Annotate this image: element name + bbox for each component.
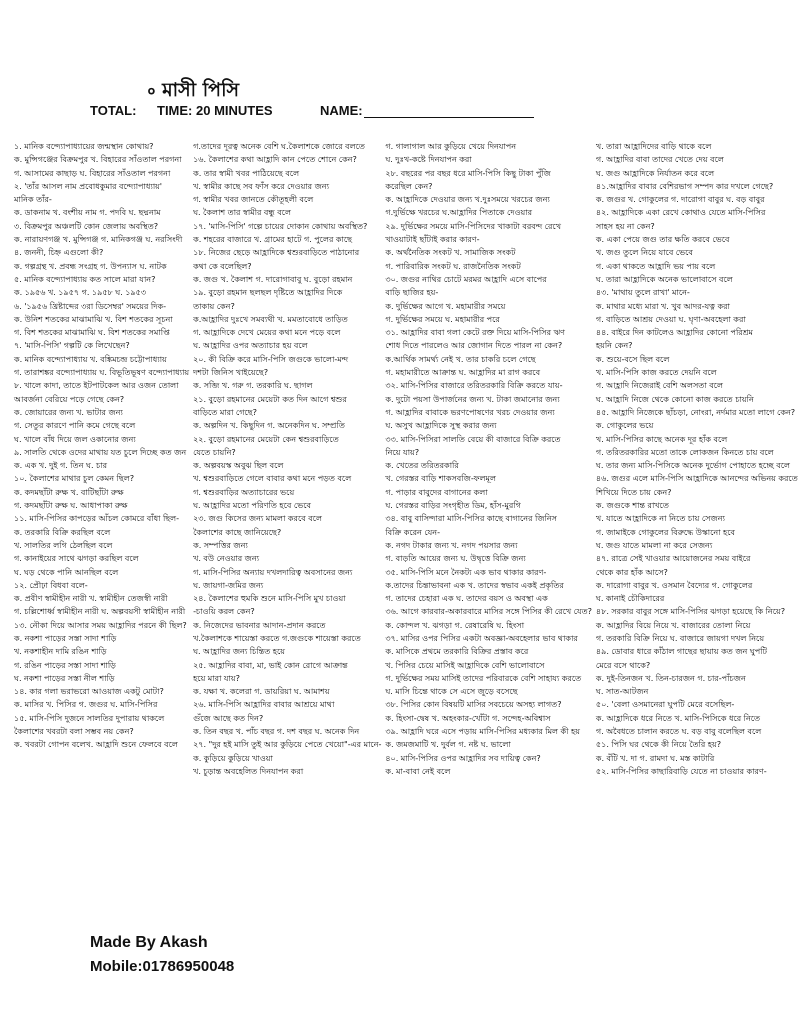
question-line: ঘ. জগু আহ্লাদিকে নির্যাতন করে বলে — [595, 167, 715, 178]
question-line: দশটা জিনিস খাইয়েছে? — [193, 367, 268, 378]
question-line: ক. উনিশ শতকের মাঝামাঝি খ. বিশ শতকের সূচনা — [14, 313, 173, 324]
question-line: ক. সব্জি খ. গরু গ. তরকারি ঘ. ছাগল — [193, 380, 313, 391]
question-line: খ. যাতে আহ্লাদিকে না নিতে চায় সেজন্য — [595, 513, 725, 524]
question-line: ক. সম্পত্তির জন্য — [193, 539, 248, 550]
quiz-title: ৹ মাসী পিসি — [148, 79, 240, 101]
question-line: ৩২. মাসি-পিসির বাজারে তরিতরকারি বিক্রি করতে যায়- — [385, 380, 563, 391]
question-line: ২৪. কৈলাশের হুমকি শুনে মাসি-পিসি মুখ চাওয়া — [193, 593, 346, 604]
question-line: গ. তারাশঙ্কর বন্দ্যোপাধ্যায় ঘ. বিভূতিভূষণ বন্দ্যোপাধ্যায় — [14, 367, 190, 378]
column-3 — [385, 140, 592, 900]
question-line: ৫২. মাসি-পিসির কাছারিবাড়ি যেতে না চাওয়ার কারণ- — [595, 765, 767, 776]
question-line: গ.দুর্ভিক্ষে খরচের ঘ.আহ্লাদির পিতাকে দেওয়ার — [385, 207, 533, 218]
question-line: ৩৩. মাসি-পিসিরা সালতি বেয়ে কী বাজারে বিক্রি করতে — [385, 433, 561, 444]
question-line: ক. মানিক বন্দ্যোপাধ্যায় খ. বঙ্কিমচন্দ্র চট্টোপাধ্যায় — [14, 353, 167, 364]
question-line: ৩৮. পিসির কোন বিষয়টি মাসির সবচেয়ে অসহ্য লাগত? — [385, 699, 562, 710]
question-line: ক. জোয়ারের জন্য খ. ভাটার জন্য — [14, 406, 123, 417]
question-line: ঘ. অসুখ আহ্লাদিকে সুস্থ করার জন্য — [385, 420, 497, 431]
question-line: ১০. কৈলাশের মাথার চুল কেমন ছিল? — [14, 473, 134, 484]
question-line: ১২. প্রৌঢ়া বিধবা বলে- — [14, 579, 88, 590]
question-line: ক. কুড়িয়ে কুড়িয়ে খাওয়া — [193, 752, 273, 763]
question-line: ক. এক খ. দুই গ. তিন ঘ. চার — [14, 460, 108, 471]
question-line: ঘ. আহ্লাদির ওপর অত্যাচার হয় বলে — [193, 340, 308, 351]
question-line: ক. নারায়ণগঞ্জ খ. মুন্সিগঞ্জ গ. মানিকগঞ্জ ঘ. নরসিংদী — [14, 234, 183, 245]
question-line: গ. আসামের কাছাড় ঘ. বিহারের সাঁওতাল পরগনা — [14, 167, 171, 178]
question-line: বিক্রি করেন যেন- — [385, 526, 440, 537]
question-line: ঘ. সাত-আটজন — [595, 686, 649, 697]
question-line: খ.কৈলাশকে শায়েস্তা করতে গ.জগুকে শায়েস্তা করতে — [193, 632, 361, 643]
question-line: ক. মাথার মধ্যে মারা খ. খুব আদর-যত্ন করা — [595, 300, 730, 311]
question-line: খ. স্বামীর কাছে সব ফাঁস করে দেওয়ার জন্য — [193, 180, 329, 191]
question-line: গ. একা থাকতে আহ্লাদি ভয় পায় বলে — [595, 260, 716, 271]
question-line: ক. গল্পগ্রন্থ খ. প্রবন্ধ সংগ্রহ গ. উপন্যাস ঘ. নাটক — [14, 260, 167, 271]
question-line: ক. নগদ টাকার জন্য খ. নগদ পয়সার জন্য — [385, 539, 518, 550]
question-line: ২১. বুড়ো রহমানের মেয়েটা কত দিন আগে শ্বশুর — [193, 393, 347, 404]
question-line: ক. তিন বছর খ. পাঁচ বছর গ. দশ বছর ঘ. অনেক দিন — [193, 726, 360, 737]
question-line: ঘ. কৈলাশ তার স্বামীর বন্ধু বলে — [193, 207, 291, 218]
question-line: গ. স্বামীর খবর জানতে কৌতূহলী বলে — [193, 194, 314, 205]
question-line: ৪০. মাসি-পিসির ওপর আহ্লাদির সব দায়িত্ব কেন? — [385, 752, 541, 763]
question-line: ক. মুন্সিগঞ্জের বিক্রমপুর খ. বিহারের সাঁওতাল পরগনা — [14, 154, 182, 165]
mobile-number: Mobile:01786950048 — [90, 958, 235, 975]
total-label: TOTAL: — [90, 103, 137, 118]
question-line: ৪৬. জগুর এলে মাসি-পিসি আহ্লাদিকে আনন্দের অভিনয় করতে — [595, 473, 798, 484]
question-line: ক. একা পেয়ে জগু তার ক্ষতি করবে ভেবে — [595, 234, 730, 245]
question-line: ঘ. মাসি চিন্তে থাকে সে এসে জুড়ে বসেছে — [385, 686, 518, 697]
question-line: ২৮. বছরের পর বছর ধরে মাসি-পিসি কিছু টাকা পুঁজি — [385, 167, 551, 178]
question-line: ক. মা-বাবা নেই বলে — [385, 765, 451, 776]
question-line: গ. বাড়িতে আশ্রয় দেওয়া ঘ. ঘৃণা-অবহেলা করা — [595, 313, 746, 324]
question-line: বাড়িতে মারা গেছে? — [193, 406, 257, 417]
question-line: খ. পিসির চেয়ে মাসিই আহ্লাদিকে বেশি ভালোবাসে — [385, 659, 545, 670]
question-line: ৪২. আহ্লাদিকে একা রেখে কোথাও যেতে মাসি-পিসির — [595, 207, 766, 218]
column-2 — [193, 140, 381, 900]
question-line: ৩৫. মাসি-পিসি মনে নৈকট্য এক ভাব থাকার কারণ- — [385, 566, 547, 577]
question-line: ক. দুটো পয়সা উপার্জনের জন্য খ. টাকা জমানোর জন্য — [385, 393, 560, 404]
question-line: ১৬. কৈলাশের কথা আহ্লাদি কান পেতে শোনে কেন? — [193, 154, 357, 165]
column-4 — [596, 140, 798, 900]
question-line: কথা কে বলেছিল? — [193, 260, 252, 271]
question-line: শোধ দিতে পারলেও আর জোগান দিতে পারল না কেন? — [385, 340, 563, 351]
question-line: সাহস হয় না কেন? — [595, 220, 655, 231]
question-line: ক. খেতের তরিতরকারি — [385, 460, 459, 471]
question-line: ক. জগু খ. কৈলাশ গ. দারোগাবাবু ঘ. বুড়ো রহমান — [193, 273, 353, 284]
question-line: ক. অর্থনৈতিক সংকট খ. সামাজিক সংকট — [385, 247, 516, 258]
question-line: গ. চল্লিশোর্ধ্ব স্বামীহীন নারী ঘ. অল্পবয়সী স্বামীহীন নারী — [14, 606, 186, 617]
question-line: গ. আহ্লাদি নিজেরাই বেশি অলসতা বলে — [595, 380, 723, 391]
question-line: ঘ. জায়গা-জমির জন্য — [193, 579, 264, 590]
question-line: ১৫. মাসি-পিসি দুজনে সালতির দুপারায় থাকলে — [14, 712, 165, 723]
question-line: হয়ে মারা যায়? — [193, 672, 240, 683]
question-line: গ. কানাইয়ের সাথে ঝগড়া করছিল বলে — [14, 553, 139, 564]
question-line: ক.তাদের চিন্তাভাবনা এক খ. তাদের স্বভাব একই প্রকৃতির — [385, 579, 564, 590]
question-line: ক. নিজেদের ভাবনার আদান-প্রদান করতে — [193, 619, 326, 630]
question-line: ৩. বিক্রমপুর অঞ্চলটি কোন জেলায় অবস্থিত? — [14, 220, 158, 231]
question-line: ক. কোন্দল খ. ঝগড়া গ. রেষারেষি ঘ. হিংসা — [385, 619, 524, 630]
question-line: ২৫. আহ্লাদির বাবা, মা, ভাই কোন রোগে আক্রান্ত — [193, 659, 348, 670]
question-line: ক. যক্ষা খ. কলেরা গ. ডায়রিয়া ঘ. আমাশয় — [193, 686, 330, 697]
question-line: গ. মহামারীতে আক্রান্ত ঘ. আহ্লাদির মা রাগ করবে — [385, 367, 541, 378]
question-line: তাকায় কেন? — [193, 300, 235, 311]
question-line: ক. দারোগা বাবুর খ. ওসমান বৈদ্যের গ. গোকুলের — [595, 579, 753, 590]
question-line: গ. পারিবারিক সংকট ঘ. রাজনৈতিক সংকট — [385, 260, 521, 271]
question-line: ঘ. দুঃখ-কষ্টে দিনযাপন করা — [385, 154, 472, 165]
question-line: ৪. জননী, চিহ্ন এগুলো কী? — [14, 247, 104, 258]
question-line: গ. পাড়ার বাবুদের বাগানের কলা — [385, 486, 488, 497]
question-line: ক. আহ্লাদিকে ধরে নিতে খ. মাসি-পিসিকে ধরে নিতে — [595, 712, 761, 723]
question-line: ক. গোকুলের ভয়ে — [595, 420, 654, 431]
name-underline — [364, 117, 534, 118]
question-line: ক. তার স্বামী খবর পাঠিয়েছে বলে — [193, 167, 300, 178]
question-line: ৪৯. ডোবার ধারে কাঁঠাল গাছের ছায়ায় কত জন ঘুপটি — [595, 646, 767, 657]
question-columns — [14, 140, 798, 900]
question-line: ঘ. জগু যাতে মামলা না করে সেজন্য — [595, 539, 713, 550]
question-line: করেছিল কেন? — [385, 180, 433, 191]
question-line: ক. খবরটা গোপন বলেখ. আহ্লাদি শুনে ফেলবে বলে — [14, 739, 178, 750]
question-line: ক. অল্পবয়স্ক অবুঝ ছিল বলে — [193, 460, 284, 471]
question-line: ৭. 'মাসি-পিসি' গল্পটি কে লিখেছেন? — [14, 340, 130, 351]
question-line: ঘ. আহ্লাদি নিজে থেকে কোনো কাজ করতে চায়নি — [595, 393, 754, 404]
question-line: শিখিয়ে দিতে চায় কেন? — [595, 486, 672, 497]
question-line: ঘ. আহ্লাদির মতো পরিণতি হবে ভেবে — [193, 500, 311, 511]
question-line: মেরে বসে থাকে? — [595, 659, 651, 670]
question-line: ৪১.আহ্লাদির বাবার বেশিরভাগ সম্পদ কার দখলে গেছে? — [595, 180, 774, 191]
question-line: খ. বউ নেওয়ার জন্য — [193, 553, 260, 564]
question-line: গ. আহ্লাদিকে দেখে মেয়ের কথা মনে পড়ে বলে — [193, 327, 341, 338]
question-line: ঘ. গেরস্তর বাড়ির সংগৃহীত ডিম, হাঁস-মুরগি — [385, 500, 521, 511]
question-line: ১৯. বুড়ো রহমান ছলছল দৃষ্টিতে আহ্লাদির দিকে — [193, 287, 343, 298]
question-line: ক. ১৯৫৬ খ. ১৯৫৭ গ. ১৯৫৮ ঘ. ১৯৫৩ — [14, 287, 147, 298]
question-line: খ. জগু তুলে নিয়ে যাবে ভেবে — [595, 247, 693, 258]
question-line: খ. গেরস্তর বাড়ি শাকসবজি-ফলমূল — [385, 473, 496, 484]
question-line: ৫. মানিক বন্দ্যোপাধ্যায় কত সালে মারা যান? — [14, 273, 156, 284]
question-line: গ. দুর্ভিক্ষের সময়ে ঘ. মহামারীর পরে — [385, 313, 500, 324]
question-line: খ. নকশাহীন দামি রঙিন শাড়ি — [14, 646, 107, 657]
question-line: ঘ. তার জন্য মাসি-পিসিকে অনেক দুর্ভোগ পোহাতে হচ্ছে বলে — [595, 460, 791, 471]
question-line: ৫০. 'বেলা ওসমানেরা ঘুপটি মেরে বসেছিল- — [595, 699, 735, 710]
made-by-text: Made By Akash — [90, 934, 208, 951]
question-line: খ. চুড়ান্ত অবহেলিত দিনযাপন করা — [193, 765, 304, 776]
question-line: গ. জামাইকে গোকুলের বিরুদ্ধে উস্কানো হবে — [595, 526, 735, 537]
question-line: গ. সেতুর কারণে পানি কমে গেছে বলে — [14, 420, 136, 431]
question-line: মানিক তাঁর- — [14, 194, 52, 205]
question-line: ৯. সালতি থেকে ওদের মাথায় যত চুলে দিচ্ছে কত জন — [14, 446, 187, 457]
question-line: খ. তারা আহ্লাদিদের বাড়ি থাকে বলে — [595, 141, 712, 151]
question-line: ক. তরকারি বিক্রি করছিল বলে — [14, 526, 111, 537]
question-line: গ. বিশ শতকের মাঝামাঝি ঘ. বিশ শতকের সমাপ্তি — [14, 327, 170, 338]
question-line: -চাওয়ি করল কেন? — [193, 606, 255, 617]
question-line: ক. শহরের বাজারে খ. গ্রামের হাটে গ. পুলের কাছে — [193, 234, 353, 245]
question-line: ২. 'তাঁর আসল নাম প্রবোধকুমার বন্দ্যোপাধ্যায়' — [14, 180, 162, 191]
question-line: ঘ. কানাই চৌকিদারের — [595, 593, 665, 604]
question-line: ক. ডাকনাম খ. বংশীয় নাম গ. পদবি ঘ. ছদ্মনাম — [14, 207, 161, 218]
question-line: ক. মাসিকে প্রথমে তরকারি বিক্রির প্রস্তাব করে — [385, 646, 529, 657]
question-line: ক. বঁটি খ. দা গ. রামদা ঘ. মস্ত কাটারি — [595, 752, 715, 763]
question-line: গ.তাদের দূরত্ব অনেক বেশি ঘ.কৈলাশকে জোরে বলতে — [193, 141, 365, 151]
question-line: ১৪. কার গলা ভরাভরো আওয়াজ একটু মোটা? — [14, 686, 164, 697]
question-line: ৩৪. বাবু বাসিন্দারা মাসি-পিসির কাছে বাগানের জিনিস — [385, 513, 557, 524]
question-line: ৩৯. আহ্লাদি ঘরে এসে পড়ায় মাসি-পিসির মধ্যকার মিল কী হয় — [385, 726, 580, 737]
question-line: গ. তরিতরকারির মতো তাকে লোকজন কিনতে চায় বলে — [595, 446, 774, 457]
name-label: NAME: — [320, 103, 363, 118]
question-line: গ. মাসি-পিসির অন্যায় দখলদারিত্ব অবসানের জন্য — [193, 566, 353, 577]
question-line: বাড়ি ছাজির হয়- — [385, 287, 439, 298]
question-line: গ. অবৈধতে চালান করতে ঘ. বড় বাবু বলেছিল বলে — [595, 726, 762, 737]
question-line: ক. প্রবীণ স্বামীহীন নারী খ. স্বামীহীন তেজস্বী নারী — [14, 593, 168, 604]
question-line: গ. শ্বশুরবাড়ির অত্যাচারের ভয়ে — [193, 486, 295, 497]
question-line: ৩৬. আগে কারবার-অকারবারে মাসির সঙ্গে পিসির কী রেখে যেত? — [385, 606, 592, 617]
question-line: গ. আহ্লাদির বাবাকে ভরণপোষণের খরচ দেওয়ার জন্য — [385, 406, 555, 417]
question-line: ক. আহ্লাদির বিয়ে নিয়ে খ. বাজারের তোলা নিয়ে — [595, 619, 751, 630]
question-line: ২৩. জগু কিসের জন্য মামলা করবে বলে — [193, 513, 322, 524]
question-line: ১৮. নিজের ছেড়ে আহ্লাদিকে শ্বশুরবাড়িতে পাঠানোর — [193, 247, 360, 258]
question-line: ১৭. 'মাসি-পিসি' গল্পে চায়ের দোকান কোথায় অবস্থিত? — [193, 220, 368, 231]
question-line: ৩৭. মাসির ওপর পিসির একটা অবজ্ঞা-অবহেলার ভাব থাকার — [385, 632, 578, 643]
question-line: ৮. খালে কাদা, তাতে ইটপাটকেল আর ওজন তোলা — [14, 380, 179, 391]
question-line: ৪৫. আহ্লাদি নিজেকে ছাঁচড়া, নোংরা, নর্দমার মতো লাগে কেন? — [595, 406, 796, 417]
question-line: ক. জমজমাটি খ. দুর্বল গ. নষ্ট ঘ. ভালো — [385, 739, 511, 750]
question-line: ক.আহ্লাদির দুঃখে সমব্যথী খ. মমতাবোধে তাড়িত — [193, 313, 348, 324]
question-line: ঘ. নকশা পাড়ের সস্তা নীল শাড়ি — [14, 672, 115, 683]
question-line: ৩০. জগুর নাথির চোটে মরমর আহ্লাদি এসে বাপের — [385, 273, 547, 284]
question-line: খাওয়াটাই ছাঁটাই করার কারণ- — [385, 234, 480, 245]
question-line: ২২. বুড়ো রহমানের মেয়েটা কেন শ্বশুরবাড়িতে — [193, 433, 339, 444]
question-line: গ. গালাগাল আর কুড়িয়ে খেয়ে দিনযাপন — [385, 141, 517, 151]
question-line: নিয়ে যায়? — [385, 446, 419, 457]
question-line: যেতে চায়নি? — [193, 446, 236, 457]
time-label: TIME: 20 MINUTES — [157, 103, 273, 118]
question-line: কৈলাশের কাছে জানিয়েছে? — [193, 526, 282, 537]
question-line: খ. সালতির লগি ঠেলছিল বলে — [14, 539, 113, 550]
question-line: ক. নকশা পাড়ের সস্তা সাদা শাড়ি — [14, 632, 117, 643]
question-line: ২৬. মাসি-পিসি আহ্লাদির বাবার আশ্রয়ে মাথা — [193, 699, 335, 710]
question-line: গ. তরকারি বিক্রি নিয়ে ঘ. বাজারে জায়গা দখল নিয়ে — [595, 632, 765, 643]
question-line: ২৭. "দুর হই মাসি তুই আর কুড়িয়ে পেতে খেয়ো"-এর মানে- — [193, 739, 382, 750]
question-line: ৪৭. রাত্রে সেই খাওয়ার আয়োজনের সময় বাইরে — [595, 553, 751, 564]
question-line: গ. আহ্লাদির বাবা তাদের খেতে দেয় বলে — [595, 154, 724, 165]
question-line: খ. শ্বশুরবাড়িতে গেলে বাবার কথা মনে পড়ত বলে — [193, 473, 352, 484]
question-line: ক. মাসির খ. পিসির গ. জগুর ঘ. মাসি-পিসির — [14, 699, 158, 710]
question-line: ৪৪. বাইরে দিন কাটলেও আহ্লাদির কোনো পরিশ্রম — [595, 327, 753, 338]
question-line: গ. দুর্ভিক্ষের সময় মাসিই তাদের পরিবারকে বেশি সাহায্য করতে — [385, 672, 582, 683]
question-line: থেকে কার হাঁক আসে? — [595, 566, 668, 577]
question-line: ১৩. নৌকা দিয়ে আসার সময় আহ্লাদির পরনে কী ছিল? — [14, 619, 187, 630]
question-line: কৈলাশের খবরটা বলা সম্ভব নয় কেন? — [14, 726, 134, 737]
question-line: ক.আর্থিক সামর্থ্য নেই খ. তার চাকরি চলে গেছে — [385, 353, 536, 364]
question-line: ক. হিংসা-দ্বেষ খ. অহংকার-খোঁটা গ. সন্দেহ-অবিশ্বাস — [385, 712, 551, 723]
question-line: ঘ. ঘড় থেকে পানি আনছিল বলে — [14, 566, 119, 577]
question-line: ঘ. আহ্লাদির জন্য চিন্তিত হয়ে — [193, 646, 286, 657]
question-line: ৬. '১৯৫৬ খ্রিষ্টাব্দের ৩রা ডিসেম্বর' সময়ের দিক- — [14, 300, 166, 311]
question-line: ২০. কী বিক্রি করে মাসি-পিসি জগুকে ভালো-মন্দ — [193, 353, 349, 364]
question-line: ক. জগুর খ. গোকুলের গ. দারোগা বাবুর ঘ. বড় বাবুর — [595, 194, 765, 205]
question-line: ঘ. খালে বাঁধ দিয়ে জল ওকানোর জন্য — [14, 433, 136, 444]
question-line: ১১. মাসি-পিসির কাপড়ের আঁচল কোমরে বাঁধা ছিল- — [14, 513, 180, 524]
question-line: ৪৩. 'মাথায় তুলে রাখা' মানে- — [595, 287, 690, 298]
question-line: ঘ. তারা আহ্লাদিকে অনেক ভালোবাসে বলে — [595, 273, 733, 284]
question-line: ৪৮. সরকার বাবুর সঙ্গে মাসি-পিসির ঝগড়া হয়েছে কি নিয়ে? — [595, 606, 785, 617]
question-line: ক. আহ্লাদিকে দেওয়ার জন্য খ.দুঃসময়ে খরচের জন্য — [385, 194, 550, 205]
question-line: ২৯. দুর্ভিক্ষের সময়ে মাসি-পিসিদের খাকাটা বরবন্দ রেখে — [385, 220, 561, 231]
question-line: ক. কদমছাঁটা রুক্ষ খ. বাটিছাঁটা রুক্ষ — [14, 486, 124, 497]
question-line: আবর্জনা বেরিয়ে পড়ে গেছে কেন? — [14, 393, 125, 404]
question-line: ক. অল্পদিন খ. কিছুদিন গ. অনেকদিন ঘ. সম্প্রতি — [193, 420, 345, 431]
question-line: ৫১. পিসি ঘর থেকে কী নিয়ে তৈরি হয়? — [595, 739, 721, 750]
question-line: গ. রঙিন পাড়ের সস্তা সাদা শাড়ি — [14, 659, 116, 670]
question-line: ক. শুয়ে-বসে ছিল বলে — [595, 353, 670, 364]
question-line: খ. মাসি-পিসি কাজ করতে দেয়নি বলে — [595, 367, 717, 378]
question-line: হয়নি কেন? — [595, 340, 633, 351]
question-line: ক. দুই-তিনজন খ. তিন-চারজন গ. চার-পাঁচজন — [595, 672, 746, 683]
question-line: ৩১. আহ্লাদির বাবা গলা কেটে রক্ত দিয়ে মাসি-পিসির ঋণ — [385, 327, 566, 338]
question-line: গ. কদমছাঁটা রুক্ষ ঘ. আধাপাকা রুক্ষ — [14, 500, 128, 511]
column-1 — [14, 140, 189, 900]
question-line: ১. মানিক বন্দ্যোপাধ্যায়ের জন্মস্থান কোথায়? — [14, 141, 154, 151]
question-line: গুঁজে আছে কত দিন? — [193, 712, 264, 723]
question-line: ক. জগুকে শান্ত রাখতে — [595, 500, 669, 511]
header-row — [0, 103, 768, 123]
question-line: খ. মাসি-পিসির কাছে অনেক দূর হাঁক বলে — [595, 433, 728, 444]
question-line: গ. তাদের চেহারা এক ঘ. তাদের বয়স ও অবস্থা এক — [385, 593, 548, 604]
question-line: ক. দুর্ভিক্ষের আগে খ. মহামারীর সময়ে — [385, 300, 506, 311]
question-line: গ. বাড়তি আয়ের জন্য ঘ. উদ্বৃত্তে বিক্রি জন্য — [385, 553, 526, 564]
